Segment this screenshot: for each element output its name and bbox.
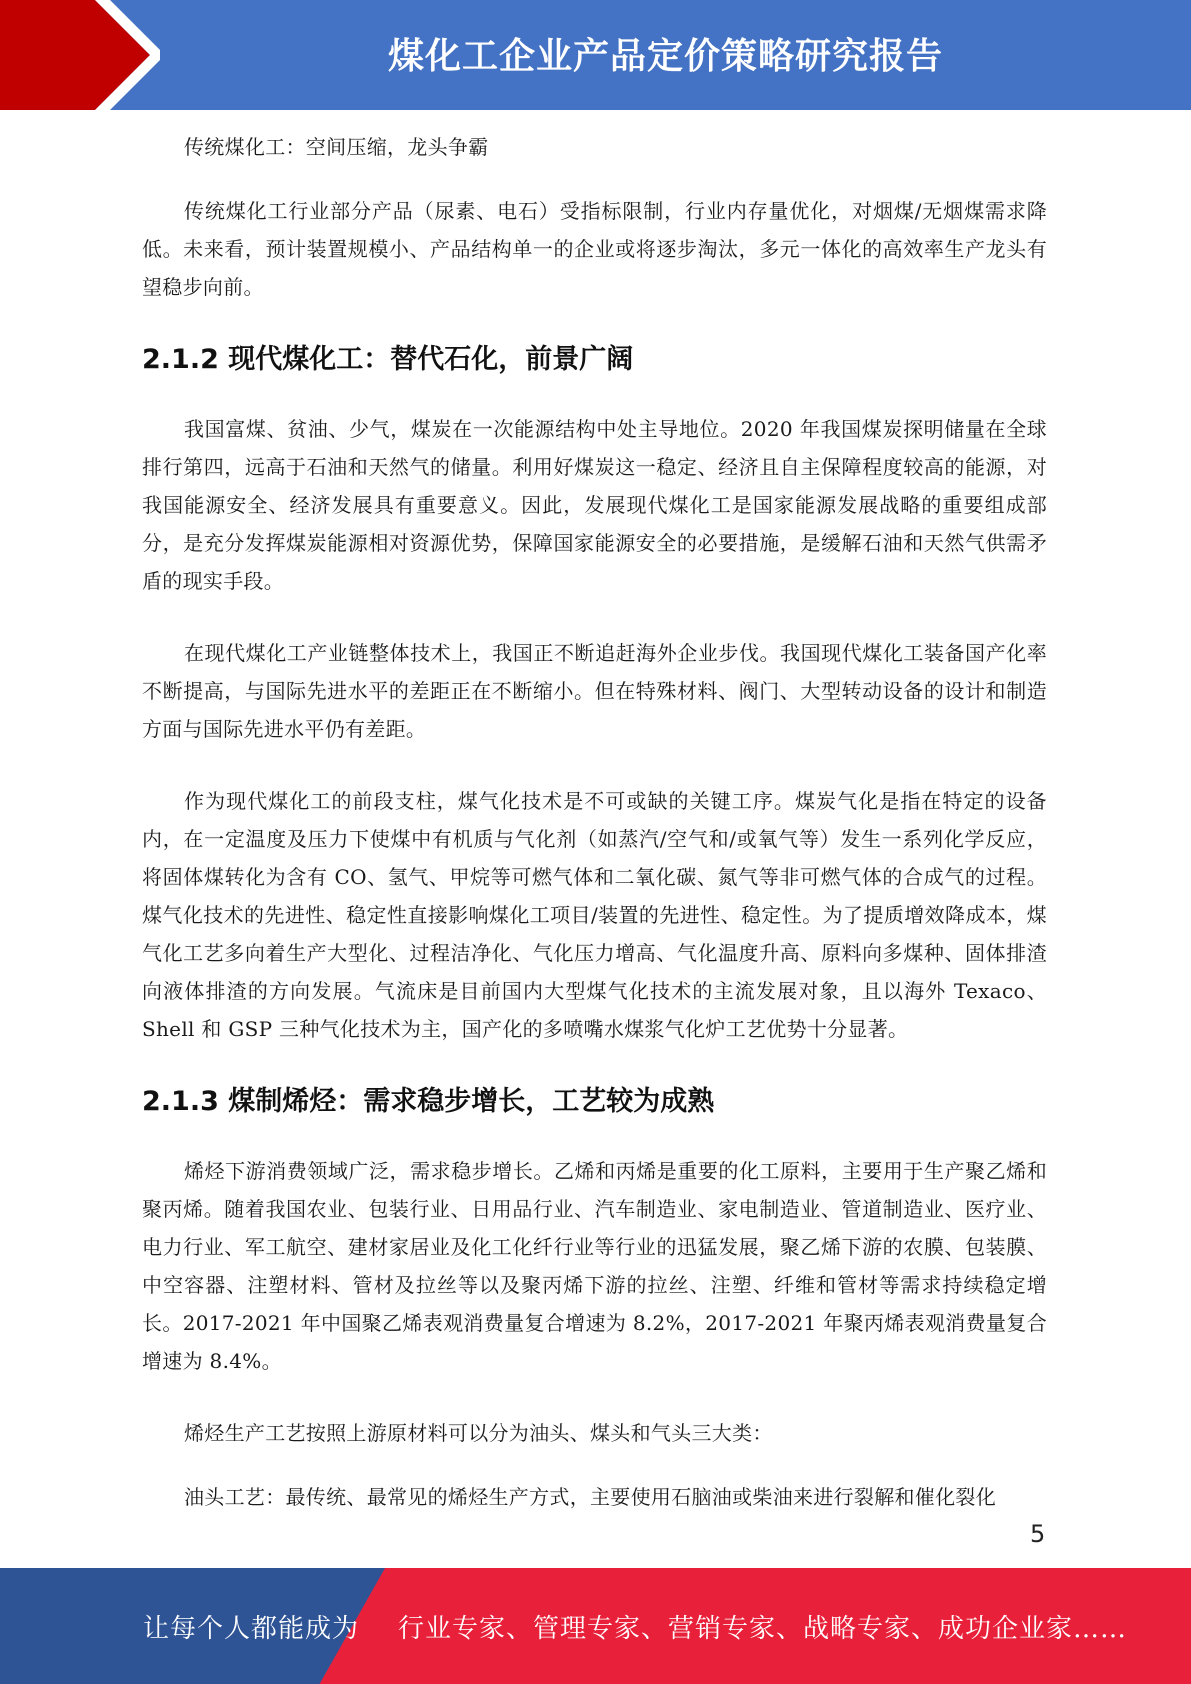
paragraph-technology-catchup: 在现代煤化工产业链整体技术上，我国正不断追赶海外企业步伐。我国现代煤化工装备国产化率不断提高，与国际先进水平的差距正在不断缩小。但在特殊材料、阀门、大型转动设备的设计和制造方面与国际先进水平仍有差距。	[142, 641, 1047, 741]
paragraph-olefin-demand: 烯烃下游消费领域广泛，需求稳步增长。乙烯和丙烯是重要的化工原料，主要用于生产聚乙烯和聚丙烯。随着我国农业、包装行业、日用品行业、汽车制造业、家电制造业、管道制造业、医疗业、电力行业、军工航空、建材家居业及化工化纤行业等行业的迅猛发展，聚乙烯下游的农膜、包装膜、中空容器、注塑材料、管材及拉丝等以及聚丙烯下游的拉丝、注塑、纤维和管材等需求持续稳定增长。2017-2021 年中国聚乙烯表观消费量复合增速为 8.2%，2017-2021 年聚丙烯表观消费量复合增速为 8.4%。	[142, 1159, 1047, 1373]
paragraph-coal-gasification: 作为现代煤化工的前段支柱，煤气化技术是不可或缺的关键工序。煤炭气化是指在特定的设备内，在一定温度及压力下使煤中有机质与气化剂（如蒸汽/空气和/或氧气等）发生一系列化学反应，将固体煤转化为含有 CO、氢气、甲烷等可燃气体和二氧化碳、氮气等非可燃气体的合成气的过程。煤气化技术的先进性、稳定性直接影响煤化工项目/装置的先进性、稳定性。为了提质增效降成本，煤气化工艺多向着生产大型化、过程洁净化、气化压力增高、气化温度升高、原料向多煤种、固体排渣向液体排渣的方向发展。气流床是目前国内大型煤气化技术的主流发展对象，且以海外 Texaco、Shell 和 GSP 三种气化技术为主，国产化的多喷嘴水煤浆气化炉工艺优势十分显著。	[142, 789, 1047, 1041]
section-heading-2-1-3: 2.1.3 煤制烯烃：需求稳步增长，工艺较为成熟	[142, 1086, 715, 1117]
section-heading-2-1-2: 2.1.2 现代煤化工：替代石化，前景广阔	[142, 344, 634, 375]
footer-slogan-right: 行业专家、管理专家、营销专家、战略专家、成功企业家……	[398, 1614, 1128, 1644]
report-title: 煤化工企业产品定价策略研究报告	[387, 36, 943, 77]
paragraph-traditional-coal: 传统煤化工行业部分产品（尿素、电石）受指标限制，行业内存量优化，对烟煤/无烟煤需求降低。未来看，预计装置规模小、产品结构单一的企业或将逐步淘汰，多元一体化的高效率生产龙头有望稳步向前。	[142, 199, 1047, 299]
page-header	[0, 0, 1191, 110]
main-content	[142, 128, 1047, 1550]
footer-slogan-left: 让每个人都能成为	[143, 1614, 360, 1644]
paragraph-olefin-process-types: 烯烃生产工艺按照上游原材料可以分为油头、煤头和气头三大类：	[184, 1421, 773, 1445]
page-number: 5	[1030, 1520, 1046, 1548]
page-footer	[0, 1568, 1191, 1684]
paragraph-oil-process: 油头工艺：最传统、最常见的烯烃生产方式，主要使用石脑油或柴油来进行裂解和催化裂化	[184, 1485, 996, 1509]
paragraph-traditional-coal-heading: 传统煤化工：空间压缩，龙头争霸	[184, 135, 489, 159]
paragraph-coal-reserves: 我国富煤、贫油、少气，煤炭在一次能源结构中处主导地位。2020 年我国煤炭探明储量在全球排行第四，远高于石油和天然气的储量。利用好煤炭这一稳定、经济且自主保障程度较高的能源，对我国能源安全、经济发展具有重要意义。因此，发展现代煤化工是国家能源发展战略的重要组成部分，是充分发挥煤炭能源相对资源优势，保障国家能源安全的必要措施，是缓解石油和天然气供需矛盾的现实手段。	[142, 417, 1047, 593]
